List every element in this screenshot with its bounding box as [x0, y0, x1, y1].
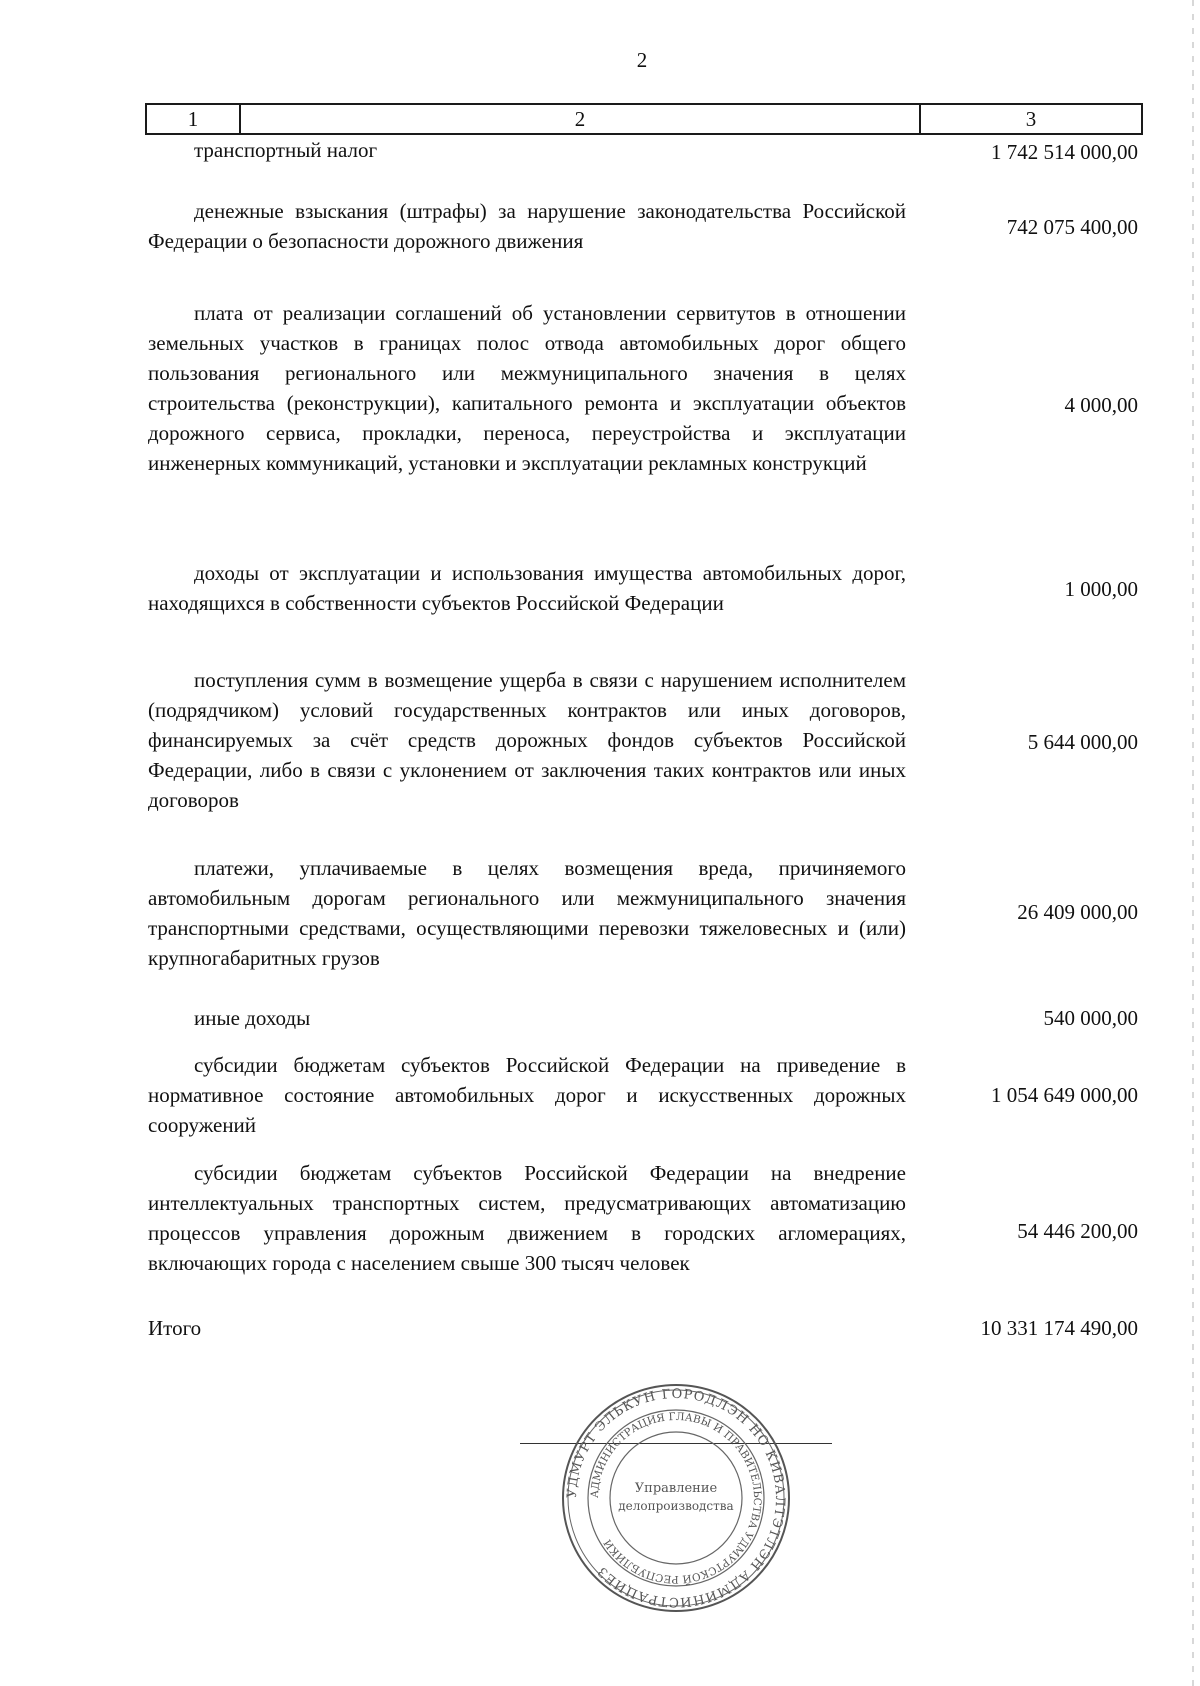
row-amount: 5 644 000,00 — [1027, 730, 1138, 754]
page-number: 2 — [636, 48, 648, 72]
row-description: денежные взыскания (штрафы) за нарушение законодательства Российской Федерации о безопасности дорожного движения — [148, 199, 906, 253]
row-amount: 540 000,00 — [1043, 1006, 1138, 1030]
row-description: субсидии бюджетам субъектов Российской Федерации на внедрение интеллектуальных транспортных систем, предусматривающих автоматизацию процессов управления дорожным движением в городских агломерациях, включающих города с населением свыше 300 тысяч человек — [148, 1161, 906, 1275]
row-description: платежи, уплачиваемые в целях возмещения вреда, причиняемого автомобильным дорогам регионального или межмуниципального значения транспортными средствами, осуществляющими перевозки тяжеловесных и (или) крупногабаритных грузов — [148, 856, 906, 970]
row-description: плата от реализации соглашений об установлении сервитутов в отношении земельных участков в границах полос отвода автомобильных дорог общего пользования регионального или межмуниципального значения в целях строительства (реконструкции), капитального ремонта и эксплуатации объектов дорожного сервиса, прокладки, переноса, переустройства и эксплуатации инженерных коммуникаций, установки и эксплуатации рекламных конструкций — [148, 301, 906, 475]
total-amount: 10 331 174 490,00 — [980, 1316, 1138, 1340]
scan-edge-artifact — [1192, 0, 1194, 1686]
row-description: иные доходы — [194, 1006, 311, 1030]
official-seal — [560, 1382, 792, 1614]
seal-center-line2: делопроизводства — [618, 1499, 734, 1513]
total-label: Итого — [148, 1316, 202, 1340]
table-row — [148, 1003, 1138, 1037]
row-description: субсидии бюджетам субъектов Российской Федерации на приведение в нормативное состояние автомобильных дорог и искусственных дорожных сооружений — [148, 1053, 906, 1137]
seal-middle-text: АДМИНИСТРАЦИЯ ГЛАВЫ И ПРАВИТЕЛЬСТВА УДМУРТСКОЙ РЕСПУБЛИКИ — [588, 1410, 764, 1586]
row-amount: 26 409 000,00 — [1017, 900, 1138, 924]
table-row — [148, 1050, 1138, 1144]
table-row — [148, 1158, 1138, 1312]
row-amount: 1 000,00 — [1064, 577, 1138, 601]
table-row — [148, 135, 1138, 169]
table-header-row — [145, 103, 1143, 135]
row-amount: 1 742 514 000,00 — [991, 140, 1138, 164]
table-row — [148, 196, 1138, 258]
row-amount: 54 446 200,00 — [1017, 1219, 1138, 1243]
total-row — [148, 1313, 1138, 1347]
table-row — [148, 558, 1138, 620]
seal-outer-text: УДМУРТ ЭЛЬКУН ГОРОДЛЭН НО КИВАЛТЭТЛЭН АДМИНИСТРАЦИЕЗ — [564, 1386, 788, 1610]
table-header-col2: 2 — [241, 105, 921, 133]
row-description: транспортный налог — [194, 138, 378, 162]
table-row — [148, 853, 1138, 977]
row-description: доходы от эксплуатации и использования имущества автомобильных дорог, находящихся в собственности субъектов Российской Федерации — [148, 561, 906, 615]
seal-center-line1: Управление — [634, 1481, 718, 1496]
table-header-col3: 3 — [1025, 107, 1037, 131]
row-description: поступления сумм в возмещение ущерба в связи с нарушением исполнителем (подрядчиком) условий государственных контрактов или иных договоров, финансируемых за счёт средств дорожных фондов субъектов Российской Федерации, либо в связи с уклонением от заключения таких контрактов или иных договоров — [148, 668, 906, 812]
row-amount: 742 075 400,00 — [1006, 215, 1138, 239]
table-header-col1: 1 — [147, 105, 241, 133]
row-amount: 4 000,00 — [1064, 393, 1138, 417]
table-row — [148, 665, 1138, 819]
seal-graphic — [560, 1382, 792, 1614]
row-amount: 1 054 649 000,00 — [991, 1083, 1138, 1107]
table-row — [148, 298, 1138, 510]
